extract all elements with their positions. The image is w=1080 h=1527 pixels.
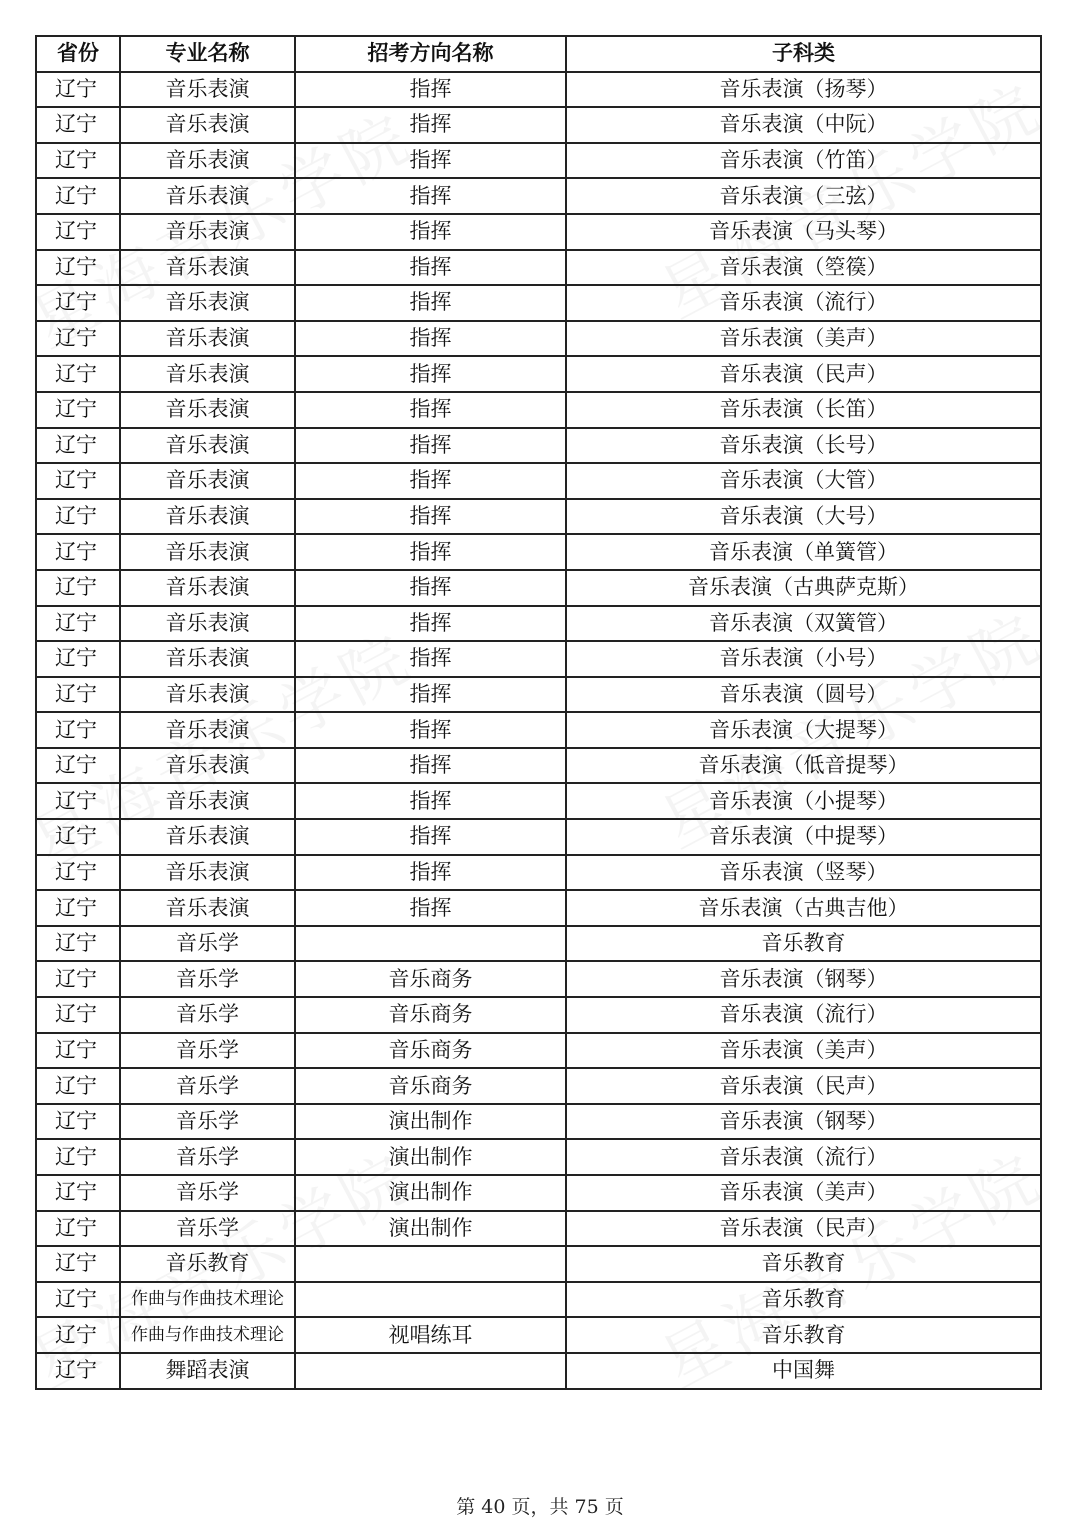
header-direction: 招考方向名称 [295,36,566,72]
cell-direction: 指挥 [295,285,566,321]
table-row [36,961,1041,997]
cell-province: 辽宁 [36,606,120,642]
cell-direction: 指挥 [295,783,566,819]
cell-subcategory: 音乐表演（流行） [566,285,1041,321]
cell-direction: 指挥 [295,356,566,392]
table-header-row [36,36,1041,72]
cell-province: 辽宁 [36,1139,120,1175]
cell-province: 辽宁 [36,712,120,748]
cell-province: 辽宁 [36,214,120,250]
cell-direction: 指挥 [295,499,566,535]
cell-direction: 指挥 [295,463,566,499]
table-row [36,392,1041,428]
table-row [36,997,1041,1033]
cell-major: 音乐表演 [120,534,295,570]
cell-subcategory: 音乐表演（美声） [566,1175,1041,1211]
cell-subcategory: 音乐表演（流行） [566,997,1041,1033]
cell-province: 辽宁 [36,641,120,677]
cell-province: 辽宁 [36,428,120,464]
cell-province: 辽宁 [36,748,120,784]
cell-direction: 指挥 [295,712,566,748]
table-row [36,1139,1041,1175]
table-row [36,428,1041,464]
table-row [36,641,1041,677]
cell-province: 辽宁 [36,855,120,891]
cell-direction: 音乐商务 [295,1033,566,1069]
cell-province: 辽宁 [36,677,120,713]
cell-direction: 指挥 [295,392,566,428]
cell-major: 音乐学 [120,1068,295,1104]
cell-province: 辽宁 [36,1175,120,1211]
cell-province: 辽宁 [36,285,120,321]
cell-direction: 指挥 [295,534,566,570]
cell-direction: 指挥 [295,606,566,642]
table-row [36,1353,1041,1389]
cell-major: 音乐教育 [120,1246,295,1282]
header-major: 专业名称 [120,36,295,72]
cell-major: 音乐表演 [120,356,295,392]
table-row [36,570,1041,606]
cell-major: 作曲与作曲技术理论 [120,1282,295,1318]
cell-province: 辽宁 [36,1282,120,1318]
cell-direction: 音乐商务 [295,961,566,997]
table-row [36,606,1041,642]
cell-subcategory: 音乐表演（古典吉他） [566,890,1041,926]
cell-province: 辽宁 [36,534,120,570]
table-row [36,677,1041,713]
cell-direction: 音乐商务 [295,997,566,1033]
cell-major: 音乐表演 [120,250,295,286]
cell-province: 辽宁 [36,178,120,214]
cell-province: 辽宁 [36,463,120,499]
cell-province: 辽宁 [36,570,120,606]
cell-major: 音乐表演 [120,641,295,677]
cell-subcategory: 音乐教育 [566,1317,1041,1353]
cell-subcategory: 音乐表演（小提琴） [566,783,1041,819]
cell-subcategory: 音乐表演（钢琴） [566,961,1041,997]
cell-major: 音乐表演 [120,463,295,499]
cell-major: 音乐表演 [120,748,295,784]
cell-subcategory: 音乐表演（古典萨克斯） [566,570,1041,606]
cell-major: 音乐表演 [120,570,295,606]
cell-subcategory: 音乐表演（美声） [566,1033,1041,1069]
cell-direction: 指挥 [295,677,566,713]
cell-province: 辽宁 [36,819,120,855]
cell-subcategory: 音乐表演（中提琴） [566,819,1041,855]
cell-subcategory: 音乐表演（大管） [566,463,1041,499]
cell-subcategory: 中国舞 [566,1353,1041,1389]
cell-province: 辽宁 [36,356,120,392]
cell-major: 音乐表演 [120,72,295,108]
cell-direction: 音乐商务 [295,1068,566,1104]
table-row [36,748,1041,784]
cell-major: 音乐表演 [120,178,295,214]
cell-subcategory: 音乐表演（圆号） [566,677,1041,713]
cell-direction: 指挥 [295,72,566,108]
cell-major: 舞蹈表演 [120,1353,295,1389]
cell-province: 辽宁 [36,143,120,179]
cell-province: 辽宁 [36,1211,120,1247]
cell-direction [295,1282,566,1318]
table-row [36,72,1041,108]
cell-major: 作曲与作曲技术理论 [120,1317,295,1353]
cell-province: 辽宁 [36,926,120,962]
cell-major: 音乐学 [120,1104,295,1140]
table-row [36,890,1041,926]
table-row [36,819,1041,855]
table-body [36,72,1041,1389]
cell-direction: 指挥 [295,107,566,143]
cell-major: 音乐表演 [120,890,295,926]
cell-direction: 演出制作 [295,1175,566,1211]
cell-subcategory: 音乐表演（竖琴） [566,855,1041,891]
cell-major: 音乐学 [120,1175,295,1211]
cell-major: 音乐表演 [120,107,295,143]
cell-major: 音乐表演 [120,392,295,428]
cell-subcategory: 音乐教育 [566,1282,1041,1318]
cell-direction: 指挥 [295,143,566,179]
cell-direction: 演出制作 [295,1139,566,1175]
cell-subcategory: 音乐表演（双簧管） [566,606,1041,642]
table-row [36,534,1041,570]
cell-subcategory: 音乐表演（长号） [566,428,1041,464]
table-row [36,250,1041,286]
cell-direction: 指挥 [295,641,566,677]
cell-major: 音乐表演 [120,214,295,250]
cell-subcategory: 音乐表演（箜篌） [566,250,1041,286]
cell-subcategory: 音乐表演（扬琴） [566,72,1041,108]
cell-province: 辽宁 [36,1353,120,1389]
table-row [36,783,1041,819]
cell-direction: 指挥 [295,819,566,855]
cell-direction: 指挥 [295,321,566,357]
table-row [36,1246,1041,1282]
cell-province: 辽宁 [36,783,120,819]
table-row [36,1033,1041,1069]
cell-province: 辽宁 [36,1317,120,1353]
cell-province: 辽宁 [36,72,120,108]
cell-major: 音乐表演 [120,321,295,357]
cell-major: 音乐学 [120,997,295,1033]
table-row [36,1282,1041,1318]
cell-subcategory: 音乐教育 [566,1246,1041,1282]
cell-subcategory: 音乐表演（长笛） [566,392,1041,428]
table-row [36,1068,1041,1104]
cell-direction: 演出制作 [295,1104,566,1140]
table-row [36,1317,1041,1353]
cell-major: 音乐表演 [120,499,295,535]
cell-major: 音乐表演 [120,606,295,642]
cell-subcategory: 音乐表演（美声） [566,321,1041,357]
cell-direction [295,1246,566,1282]
cell-direction: 指挥 [295,855,566,891]
cell-province: 辽宁 [36,250,120,286]
table-row [36,214,1041,250]
cell-subcategory: 音乐表演（低音提琴） [566,748,1041,784]
cell-direction: 指挥 [295,748,566,784]
table-row [36,1211,1041,1247]
cell-subcategory: 音乐表演（大提琴） [566,712,1041,748]
cell-province: 辽宁 [36,1033,120,1069]
table-row [36,499,1041,535]
header-province: 省份 [36,36,120,72]
cell-major: 音乐表演 [120,677,295,713]
cell-major: 音乐学 [120,961,295,997]
cell-major: 音乐表演 [120,819,295,855]
admission-table [35,35,1042,1390]
table-row [36,178,1041,214]
cell-direction [295,926,566,962]
cell-province: 辽宁 [36,890,120,926]
table-row [36,321,1041,357]
cell-direction: 指挥 [295,178,566,214]
cell-direction: 指挥 [295,570,566,606]
page-footer: 第 40 页，共 75 页 [456,1496,624,1518]
table-row [36,712,1041,748]
cell-subcategory: 音乐表演（马头琴） [566,214,1041,250]
cell-province: 辽宁 [36,961,120,997]
cell-subcategory: 音乐表演（民声） [566,1068,1041,1104]
cell-subcategory: 音乐表演（单簧管） [566,534,1041,570]
cell-province: 辽宁 [36,1246,120,1282]
cell-subcategory: 音乐表演（民声） [566,356,1041,392]
cell-province: 辽宁 [36,321,120,357]
cell-subcategory: 音乐表演（小号） [566,641,1041,677]
cell-major: 音乐表演 [120,143,295,179]
cell-major: 音乐表演 [120,285,295,321]
header-subcategory: 子科类 [566,36,1041,72]
cell-direction: 指挥 [295,890,566,926]
cell-province: 辽宁 [36,107,120,143]
table-row [36,926,1041,962]
table-row [36,356,1041,392]
cell-subcategory: 音乐表演（钢琴） [566,1104,1041,1140]
table-row [36,463,1041,499]
cell-major: 音乐学 [120,1033,295,1069]
cell-province: 辽宁 [36,392,120,428]
cell-province: 辽宁 [36,1068,120,1104]
table-row [36,855,1041,891]
cell-direction: 指挥 [295,250,566,286]
cell-subcategory: 音乐表演（大号） [566,499,1041,535]
cell-province: 辽宁 [36,499,120,535]
cell-major: 音乐表演 [120,783,295,819]
cell-subcategory: 音乐表演（流行） [566,1139,1041,1175]
cell-subcategory: 音乐表演（竹笛） [566,143,1041,179]
table-row [36,285,1041,321]
cell-subcategory: 音乐表演（民声） [566,1211,1041,1247]
cell-direction: 指挥 [295,428,566,464]
cell-subcategory: 音乐教育 [566,926,1041,962]
cell-major: 音乐表演 [120,712,295,748]
cell-province: 辽宁 [36,997,120,1033]
cell-major: 音乐学 [120,926,295,962]
cell-direction: 指挥 [295,214,566,250]
cell-direction [295,1353,566,1389]
cell-subcategory: 音乐表演（三弦） [566,178,1041,214]
cell-major: 音乐学 [120,1139,295,1175]
cell-direction: 演出制作 [295,1211,566,1247]
cell-subcategory: 音乐表演（中阮） [566,107,1041,143]
table-row [36,1104,1041,1140]
cell-province: 辽宁 [36,1104,120,1140]
table-row [36,107,1041,143]
cell-direction: 视唱练耳 [295,1317,566,1353]
cell-major: 音乐表演 [120,428,295,464]
table-row [36,1175,1041,1211]
cell-major: 音乐表演 [120,855,295,891]
cell-major: 音乐学 [120,1211,295,1247]
table-row [36,143,1041,179]
